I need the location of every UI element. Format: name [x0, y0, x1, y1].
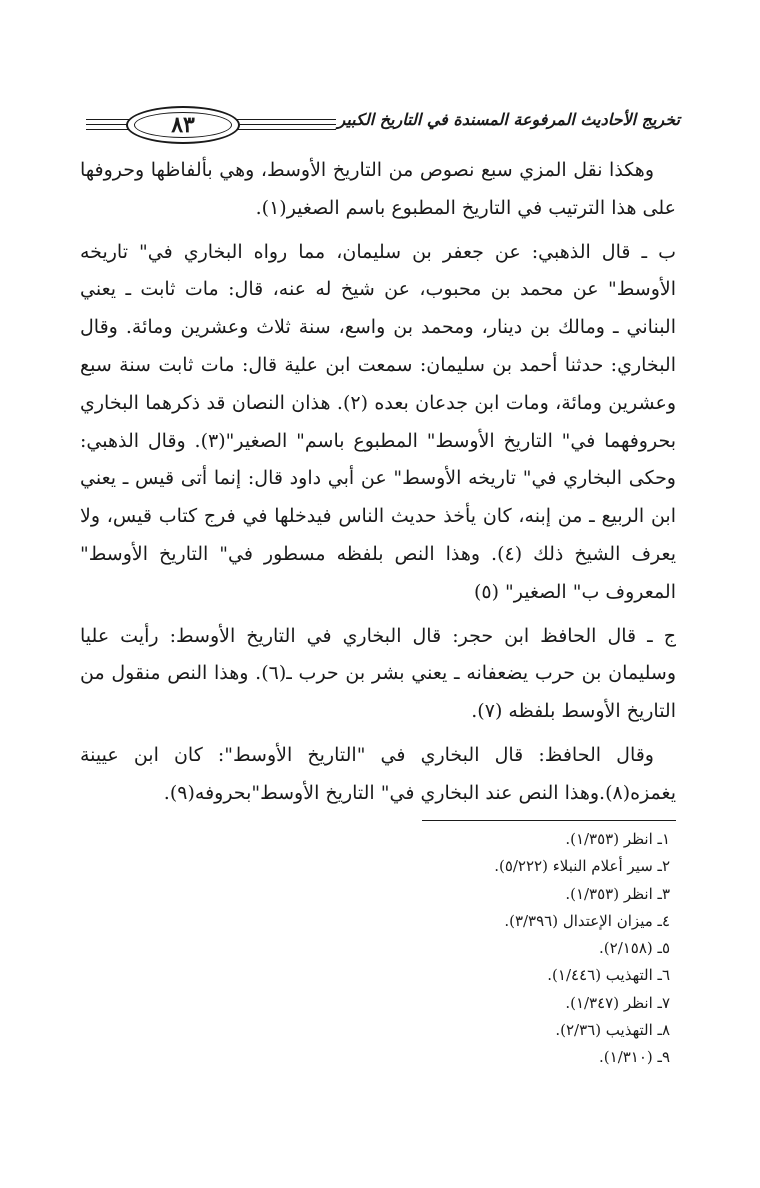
footnote: ٧ـ انظر (١/٣٤٧).	[565, 993, 670, 1012]
footnote: ٨ـ التهذيب (٢/٣٦).	[555, 1021, 670, 1040]
paragraph: وقال الحافظ: قال البخاري في "التاريخ الأوسط": كان ابن عيينة يغمزه(٨).وهذا النص عند البخاري في" التاريخ الأوسط"بحروفه(٩).	[80, 743, 676, 804]
footnote: ٥ـ (٢/١٥٨).	[599, 939, 670, 958]
footnote: ١ـ انظر (١/٣٥٣).	[565, 830, 670, 848]
footnote-separator	[422, 820, 676, 821]
page-number-ornament	[86, 100, 336, 148]
page-number: ٨٣	[126, 106, 240, 144]
footnotes-list	[250, 826, 670, 1072]
footnote: ٤ـ ميزان الإعتدال (٣/٣٩٦).	[504, 911, 670, 930]
footnote: ٦ـ التهذيب (١/٤٤٦).	[547, 966, 670, 985]
paragraph: ج ـ قال الحافظ ابن حجر: قال البخاري في التاريخ الأوسط: رأيت عليا وسليمان بن حرب يضعفانه ـ يعني بشر بن حرب ـ(٦). وهذا النص منقول من التاريخ الأوسط بلفظه (٧).	[80, 624, 677, 723]
running-title: تخريج الأحاديث المرفوعة المسندة في التاريخ الكبير	[337, 110, 680, 129]
paragraph: ب ـ قال الذهبي: عن جعفر بن سليمان، مما رواه البخاري في" تاريخه الأوسط" عن محمد بن محبوب، عن شيخ له عنه، قال: مات ثابت ـ يعني البناني ـ ومالك بن دينار، ومحمد بن واسع، سنة ثلاث وعشرين ومائة. وقال البخاري: حدثنا أحمد بن سليمان: سمعت ابن علية قال: مات ثابت سنة سبع وعشرين ومائة، ومات ابن جدعان بعده (٢). هذان النصان قد ذكرهما البخاري بحروفهما في" التاريخ الأوسط" المطبوع باسم" الصغير"(٣). وقال الذهبي: وحكى البخاري في" تاريخه الأوسط" عن أبي داود قال: إنما أتى قيس ـ يعني ابن الربيع ـ من إبنه، كان يأخذ حديث الناس فيدخلها في فرج كتاب قيس، ولا يعرف الشيخ ذلك (٤). وهذا النص بلفظه مسطور في" التاريخ الأوسط" المعروف ب" الصغير" (٥)	[80, 240, 676, 603]
page-header	[86, 100, 680, 148]
footnote: ٣ـ انظر (١/٣٥٣).	[565, 884, 670, 903]
paragraph: وهكذا نقل المزي سبع نصوص من التاريخ الأوسط، وهي بألفاظها وحروفها على هذا الترتيب في التاريخ المطبوع باسم الصغير(١).	[80, 159, 676, 219]
main-text	[80, 152, 676, 813]
footnote: ٩ـ (١/٣١٠).	[599, 1048, 670, 1067]
footnote: ٢ـ سير أعلام النبلاء (٥/٢٢٢).	[494, 857, 670, 876]
